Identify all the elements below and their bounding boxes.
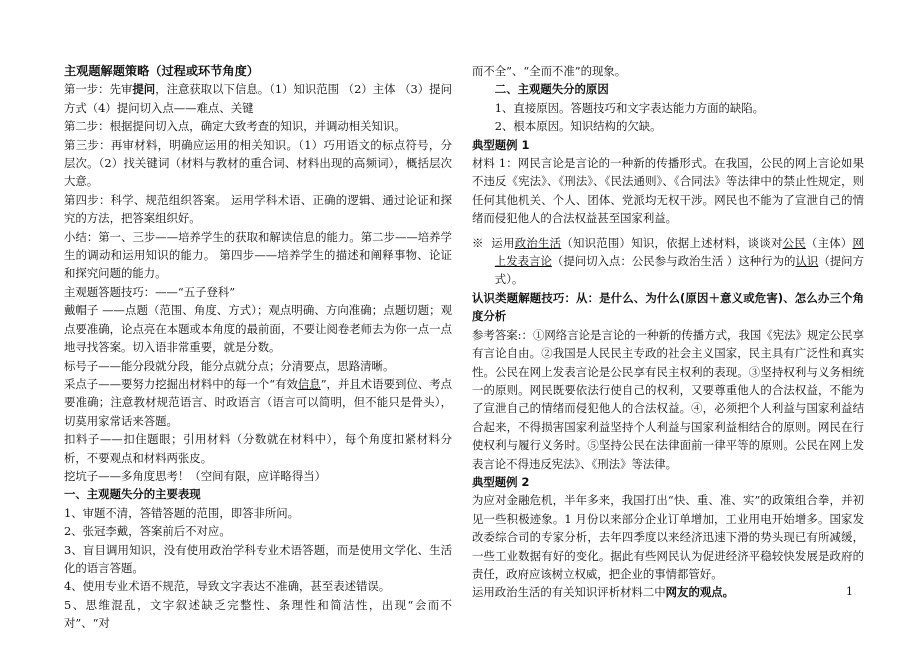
q2-bold-text: 网友的观点。 (665, 585, 735, 600)
cognition-tip: 认识类题解题技巧：从：是什么、为什么(原因＋意义或危害)、怎么办三个角度分析 (472, 290, 864, 324)
example-1-title: 典型题例 1 (472, 137, 530, 152)
q1-text-5: （提问方式）。 (494, 254, 864, 287)
q1-text-4: （提问切入点：公民参与政治生活 ）这种行为的 (551, 254, 796, 269)
section-2-title: 二、主观题失分的原因 (494, 82, 609, 97)
continuation-text: 而不全”、“全而不准”的现象。 (472, 64, 627, 78)
tip-pick-underlined: 信息 (297, 376, 321, 391)
reference-answer: 参考答案:：①网络言论是言论的一种新的传播方式，我国《宪法》规定公民享有言论自由。②我国是人民民主专政的社会主义国家，民主具有广泛性和真实性。公民在网上发表言论是公民享有民主权利的表现。③坚持权利与义务相统一的原则。网民既要依法行使自己的权利，又要尊重他人的合法权益，不能为了宣泄自己的情绪而侵犯他人的合法权益。④，必须把个人利益与国家利益结合起来，不得损害国家利益坚持个人利益与国家利益相结合的原则。网民在行使权利与履行义务时。⑤坚持公民在法律面前一律平等的原则。公民在网上发表言论不得违反宪法》、《刑法》等法律。 (472, 327, 864, 471)
example-2-title: 典型题例 2 (472, 474, 530, 489)
section-1-item-5: 5、思维混乱，文字叙述缺乏完整性、条理性和简洁性，出现“会而不对”、“对 (64, 597, 452, 631)
step-3: 第三步：再审材料，明确应运用的相关知识。（1）巧用语文的标点符号，分层次。（2）找关键词（材料与教材的重合词、材料出现的高频词），概括层次大意。 (64, 137, 452, 189)
q1-question-form: 认识 (795, 254, 819, 269)
right-column (472, 62, 864, 602)
tip-pick-post: ”，并且术语要到位、考点要准确；注意教材规范语言、时政语言（语言可以简明，但不能只是骨头），切莫用家常话来答题。 (64, 376, 452, 428)
q2-text: 运用政治生活的有关知识评析材料二中 (472, 585, 666, 600)
summary: 小结：第一、三步——培养学生的获取和解读信息的能力。第二步——培养学生的调动和运用知识的能力。 第四步——培养学生的描述和阐释事物、论证和探究问题的能力。 (64, 229, 452, 281)
tip-button: 扣料子——扣住题眼；引用材料（分数就在材料中），每个角度扣紧材料分析，不要观点和材料两张皮。 (64, 432, 452, 465)
section-2-item-2: 2、根本原因。知识结构的欠缺。 (494, 119, 662, 134)
step-1-keyword: 提问 (132, 82, 156, 97)
step-2: 第二步：根据提问切入点，确定大致考查的知识，并调动相关知识。 (64, 119, 406, 134)
tip-hat: 戴帽子 ——点题（范围、角度、方式）；观点明确、方向准确；点题切题；观点要准确，论点亮在本题或本角度的最前面，不要让阅卷老师去为你一点一点地寻找答案。切入语非常重要，就是分数。 (64, 303, 452, 355)
example-1-material: 材料 1：网民言论是言论的一种新的传播形式。在我国，公民的网上言论如果不违反《宪法》、《刑法》、《民法通则》、《合同法》等法律中的禁止性规定，则任何其他机关、个人、团体、党派均无权干涉。网民也不能为了宣泄自己的情绪而侵犯他人的合法权益甚至国家利益。 (472, 156, 864, 226)
step-1-pre: 先审 (109, 82, 133, 97)
step-4: 第四步：科学、规范组织答案。 运用学科术语、正确的逻辑、通过论证和探究的方法，把答案组织好。 (64, 192, 452, 226)
left-column (64, 62, 452, 633)
tip-pick (64, 375, 452, 430)
section-1-title: 一、主观题失分的主要表现 (64, 487, 201, 502)
tip-tag: 标号子——能分段就分段，能分点就分点；分清要点，思路清晰。 (64, 358, 395, 373)
q1-text-1: 运用 (491, 235, 515, 250)
page-number: 1 (846, 585, 853, 598)
section-1-item-2: 2、张冠李戴，答案前后不对应。 (64, 524, 231, 539)
q1-subject: 公民 (782, 235, 806, 250)
q1-knowledge-scope: 政治生活 (514, 235, 562, 250)
page-title: 主观题解题策略（过程或环节角度） (64, 64, 259, 78)
tip-dig: 挖坑子——多角度思考！（空间有限，应详略得当） (64, 468, 326, 483)
section-1-item-4: 4、使用专业术语不规范，导致文字表达不准确，甚至表述错误。 (64, 579, 391, 594)
section-1-item-3: 3、盲目调用知识，没有使用政治学科专业术语答题，而是使用文学化、生活化的语言答题。 (64, 542, 452, 575)
reference-mark-icon: ※ (472, 235, 484, 250)
section-2-item-1: 1、直接原因。答题技巧和文字表达能力方面的缺陷。 (494, 100, 765, 115)
step-1-post: ，注意获取以下信息。（1）知识范围 （2）主体 （3）提问方式（4）提问切入点——难点、关键 (64, 82, 452, 115)
tips-title: 主观题答题技巧：——“五子登科” (64, 284, 236, 299)
tip-pick-pre: 采点子——要努力挖掘出材料中的每一个“有效 (64, 376, 298, 391)
example-2-question (472, 583, 864, 601)
example-2-material: 为应对金融危机，半年多来，我国打出“快、重、准、实”的政策组合拳，并初见一些积极迹象。1 月份以来部分企业订单增加，工业用电开始增多。国家发改委综合司的专家分析，去年四季度以来经济迅速下滑的势头现已有所减缓，一些工业数据有好的变化。据此有些网民认为促进经济平稳较快发展是政府的责任，政府应该树立权威，把企业的事情都管好。 (472, 493, 864, 581)
q1-text-2: （知识范围）知识，依据上述材料，谈谈对 (561, 235, 783, 250)
section-1-item-1: 1、审题不清，答错答题的范围，即答非所问。 (64, 505, 300, 520)
example-1-question (472, 234, 864, 289)
step-1-label: 第一步： (64, 82, 110, 97)
step-1 (64, 80, 452, 117)
q1-text-3: （主体） (805, 235, 853, 250)
q1-entry-point: 网上发表言论 (494, 235, 864, 269)
